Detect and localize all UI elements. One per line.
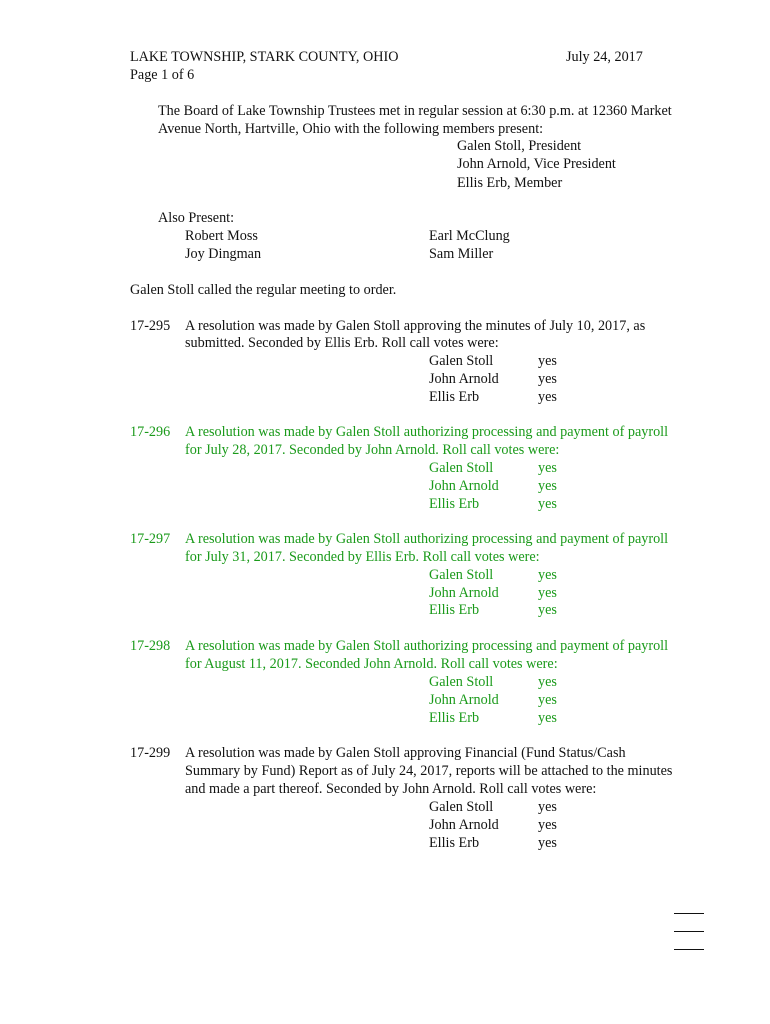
voter-name: Ellis Erb — [429, 835, 480, 851]
resolution-text: for August 11, 2017. Seconded John Arnold. Roll call votes were: — [185, 656, 558, 672]
vote-value: yes — [538, 478, 557, 494]
voter-name: John Arnold — [429, 585, 499, 601]
voter-name: Galen Stoll — [429, 674, 494, 690]
vote-value: yes — [538, 835, 557, 851]
vote-value: yes — [538, 389, 557, 405]
also-present-name: Sam Miller — [429, 246, 494, 262]
vote-value: yes — [538, 674, 557, 690]
resolution-number: 17-299 — [130, 745, 171, 761]
vote-value: yes — [538, 585, 557, 601]
voter-name: Galen Stoll — [429, 799, 494, 815]
vote-value: yes — [538, 710, 557, 726]
vote-value: yes — [538, 692, 557, 708]
resolution-text: for July 31, 2017. Seconded by Ellis Erb. Roll call votes were: — [185, 549, 540, 565]
voter-name: John Arnold — [429, 817, 499, 833]
resolution-number: 17-295 — [130, 318, 171, 334]
resolution-text: submitted. Seconded by Ellis Erb. Roll call votes were: — [185, 335, 499, 351]
resolution-number: 17-297 — [130, 531, 171, 547]
vote-value: yes — [538, 353, 557, 369]
initial-line — [674, 931, 704, 932]
intro-line-1: The Board of Lake Township Trustees met in regular session at 6:30 p.m. at 12360 Market — [158, 103, 672, 119]
vote-value: yes — [538, 371, 557, 387]
resolution-text: A resolution was made by Galen Stoll authorizing processing and payment of payroll — [185, 531, 669, 547]
voter-name: John Arnold — [429, 692, 499, 708]
also-present-name: Earl McClung — [429, 228, 510, 244]
call-to-order: Galen Stoll called the regular meeting to order. — [130, 282, 397, 298]
initial-line — [674, 949, 704, 950]
document-date: July 24, 2017 — [566, 49, 643, 65]
vote-value: yes — [538, 460, 557, 476]
resolution-text: and made a part thereof. Seconded by John Arnold. Roll call votes were: — [185, 781, 597, 797]
resolution-text: Summary by Fund) Report as of July 24, 2017, reports will be attached to the minutes — [185, 763, 673, 779]
member-present: Galen Stoll, President — [457, 138, 582, 154]
voter-name: Galen Stoll — [429, 567, 494, 583]
vote-value: yes — [538, 496, 557, 512]
voter-name: Ellis Erb — [429, 496, 480, 512]
resolution-text: A resolution was made by Galen Stoll approving the minutes of July 10, 2017, as — [185, 318, 646, 334]
vote-value: yes — [538, 817, 557, 833]
also-present-name: Robert Moss — [185, 228, 258, 244]
resolution-text: A resolution was made by Galen Stoll authorizing processing and payment of payroll — [185, 424, 669, 440]
initial-line — [674, 913, 704, 914]
voter-name: Ellis Erb — [429, 389, 480, 405]
document-title: LAKE TOWNSHIP, STARK COUNTY, OHIO — [130, 49, 399, 65]
voter-name: Galen Stoll — [429, 460, 494, 476]
page-number: Page 1 of 6 — [130, 67, 195, 83]
also-present-label: Also Present: — [158, 210, 235, 226]
resolution-text: A resolution was made by Galen Stoll authorizing processing and payment of payroll — [185, 638, 669, 654]
vote-value: yes — [538, 602, 557, 618]
voter-name: Ellis Erb — [429, 710, 480, 726]
voter-name: John Arnold — [429, 371, 499, 387]
resolution-number: 17-298 — [130, 638, 171, 654]
resolution-text: for July 28, 2017. Seconded by John Arnold. Roll call votes were: — [185, 442, 560, 458]
resolution-number: 17-296 — [130, 424, 171, 440]
member-present: John Arnold, Vice President — [457, 156, 616, 172]
voter-name: John Arnold — [429, 478, 499, 494]
also-present-name: Joy Dingman — [185, 246, 262, 262]
voter-name: Galen Stoll — [429, 353, 494, 369]
vote-value: yes — [538, 567, 557, 583]
voter-name: Ellis Erb — [429, 602, 480, 618]
intro-line-2: Avenue North, Hartville, Ohio with the following members present: — [158, 121, 544, 137]
vote-value: yes — [538, 799, 557, 815]
resolution-text: A resolution was made by Galen Stoll approving Financial (Fund Status/Cash — [185, 745, 626, 761]
member-present: Ellis Erb, Member — [457, 175, 563, 191]
